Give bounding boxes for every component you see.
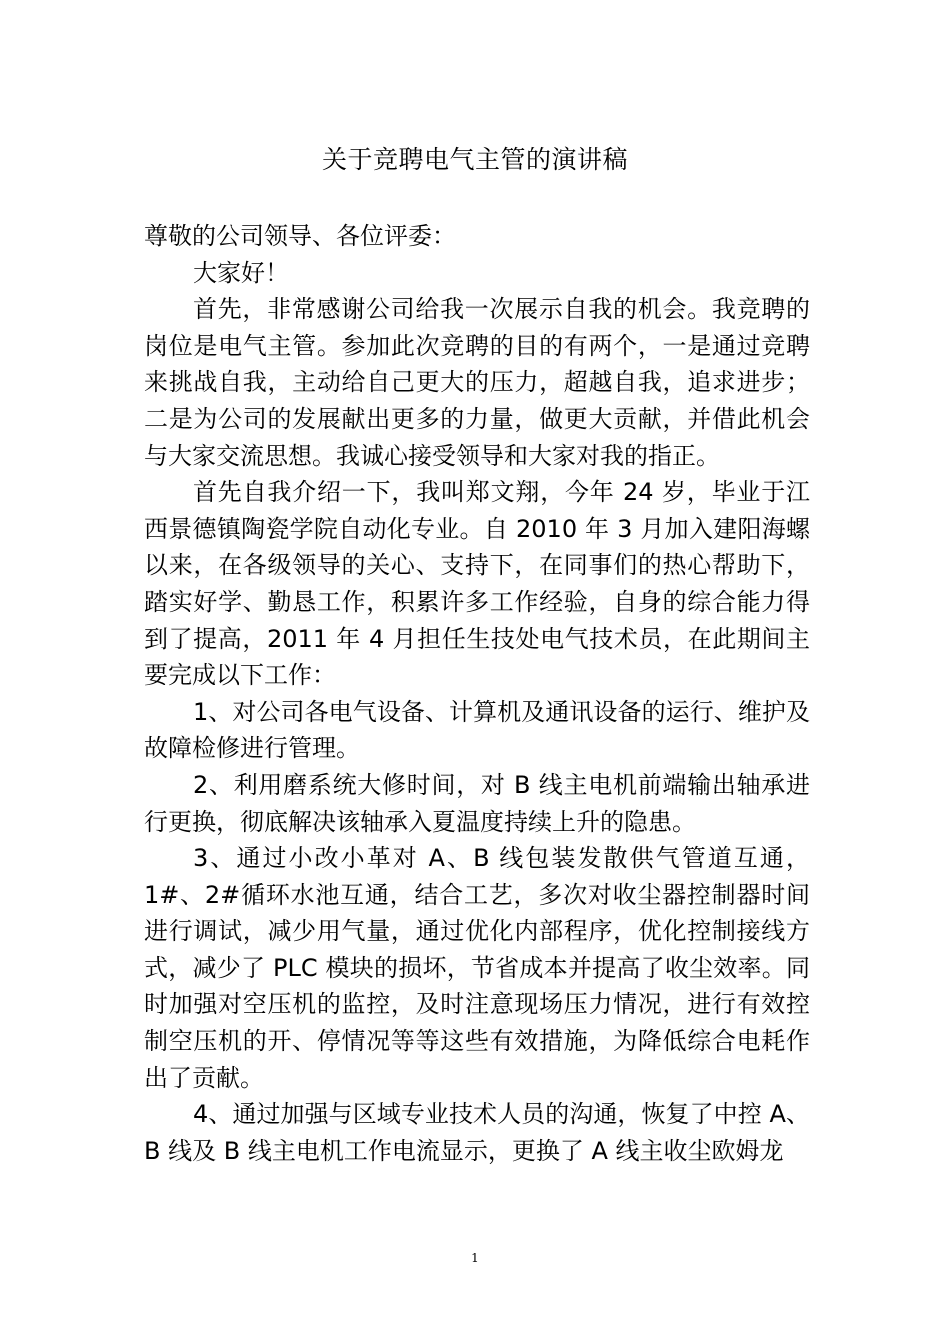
salutation: 尊敬的公司领导、各位评委：: [144, 222, 456, 250]
paragraph-greeting: 大家好！: [193, 258, 289, 287]
paragraph-item-4: 4、通过加强与区域专业技术人员的沟通，恢复了中控 A、B 线及 B 线主电机工作电流显示，更换了 A 线主收尘欧姆龙: [144, 1100, 810, 1165]
paragraph-item-2: 2、利用磨系统大修时间，对 B 线主电机前端输出轴承进行更换，彻底解决该轴承入夏温度持续上升的隐患。: [144, 770, 810, 836]
paragraph-item-1: 1、对公司各电气设备、计算机及通讯设备的运行、维护及故障检修进行管理。: [144, 697, 810, 763]
document-body: [144, 218, 810, 1169]
paragraph-item-3: 3、通过小改小革对 A、B 线包装发散供气管道互通，1#、2#循环水池互通，结合工艺，多次对收尘器控制器时间进行调试，减少用气量，通过优化内部程序，优化控制接线方式，减少了 PLC 模块的损坏，节省成本并提高了收尘效率。同时加强对空压机的监控，及时注意现场压力情况，进行有效控制空压机的开、停情况等等这些有效措施，为降低综合电耗作出了贡献。: [144, 844, 810, 1092]
paragraph-self-introduction: 首先自我介绍一下，我叫郑文翔，今年 24 岁，毕业于江西景德镇陶瓷学院自动化专业。自 2010 年 3 月加入建阳海螺以来，在各级领导的关心、支持下，在同事们的热心帮助下，踏实好学、勤恳工作，积累许多工作经验，自身的综合能力得到了提高，2011 年 4 月担任生技处电气技术员，在此期间主要完成以下工作：: [144, 478, 810, 690]
page-number: 1: [471, 1251, 479, 1265]
paragraph-intro: 首先，非常感谢公司给我一次展示自我的机会。我竞聘的岗位是电气主管。参加此次竞聘的目的有两个，一是通过竞聘来挑战自我，主动给自己更大的压力，超越自我，追求进步；二是为公司的发展献出更多的力量，做更大贡献，并借此机会与大家交流思想。我诚心接受领导和大家对我的指正。: [144, 295, 810, 470]
document-title: 关于竞聘电气主管的演讲稿: [321, 145, 628, 174]
